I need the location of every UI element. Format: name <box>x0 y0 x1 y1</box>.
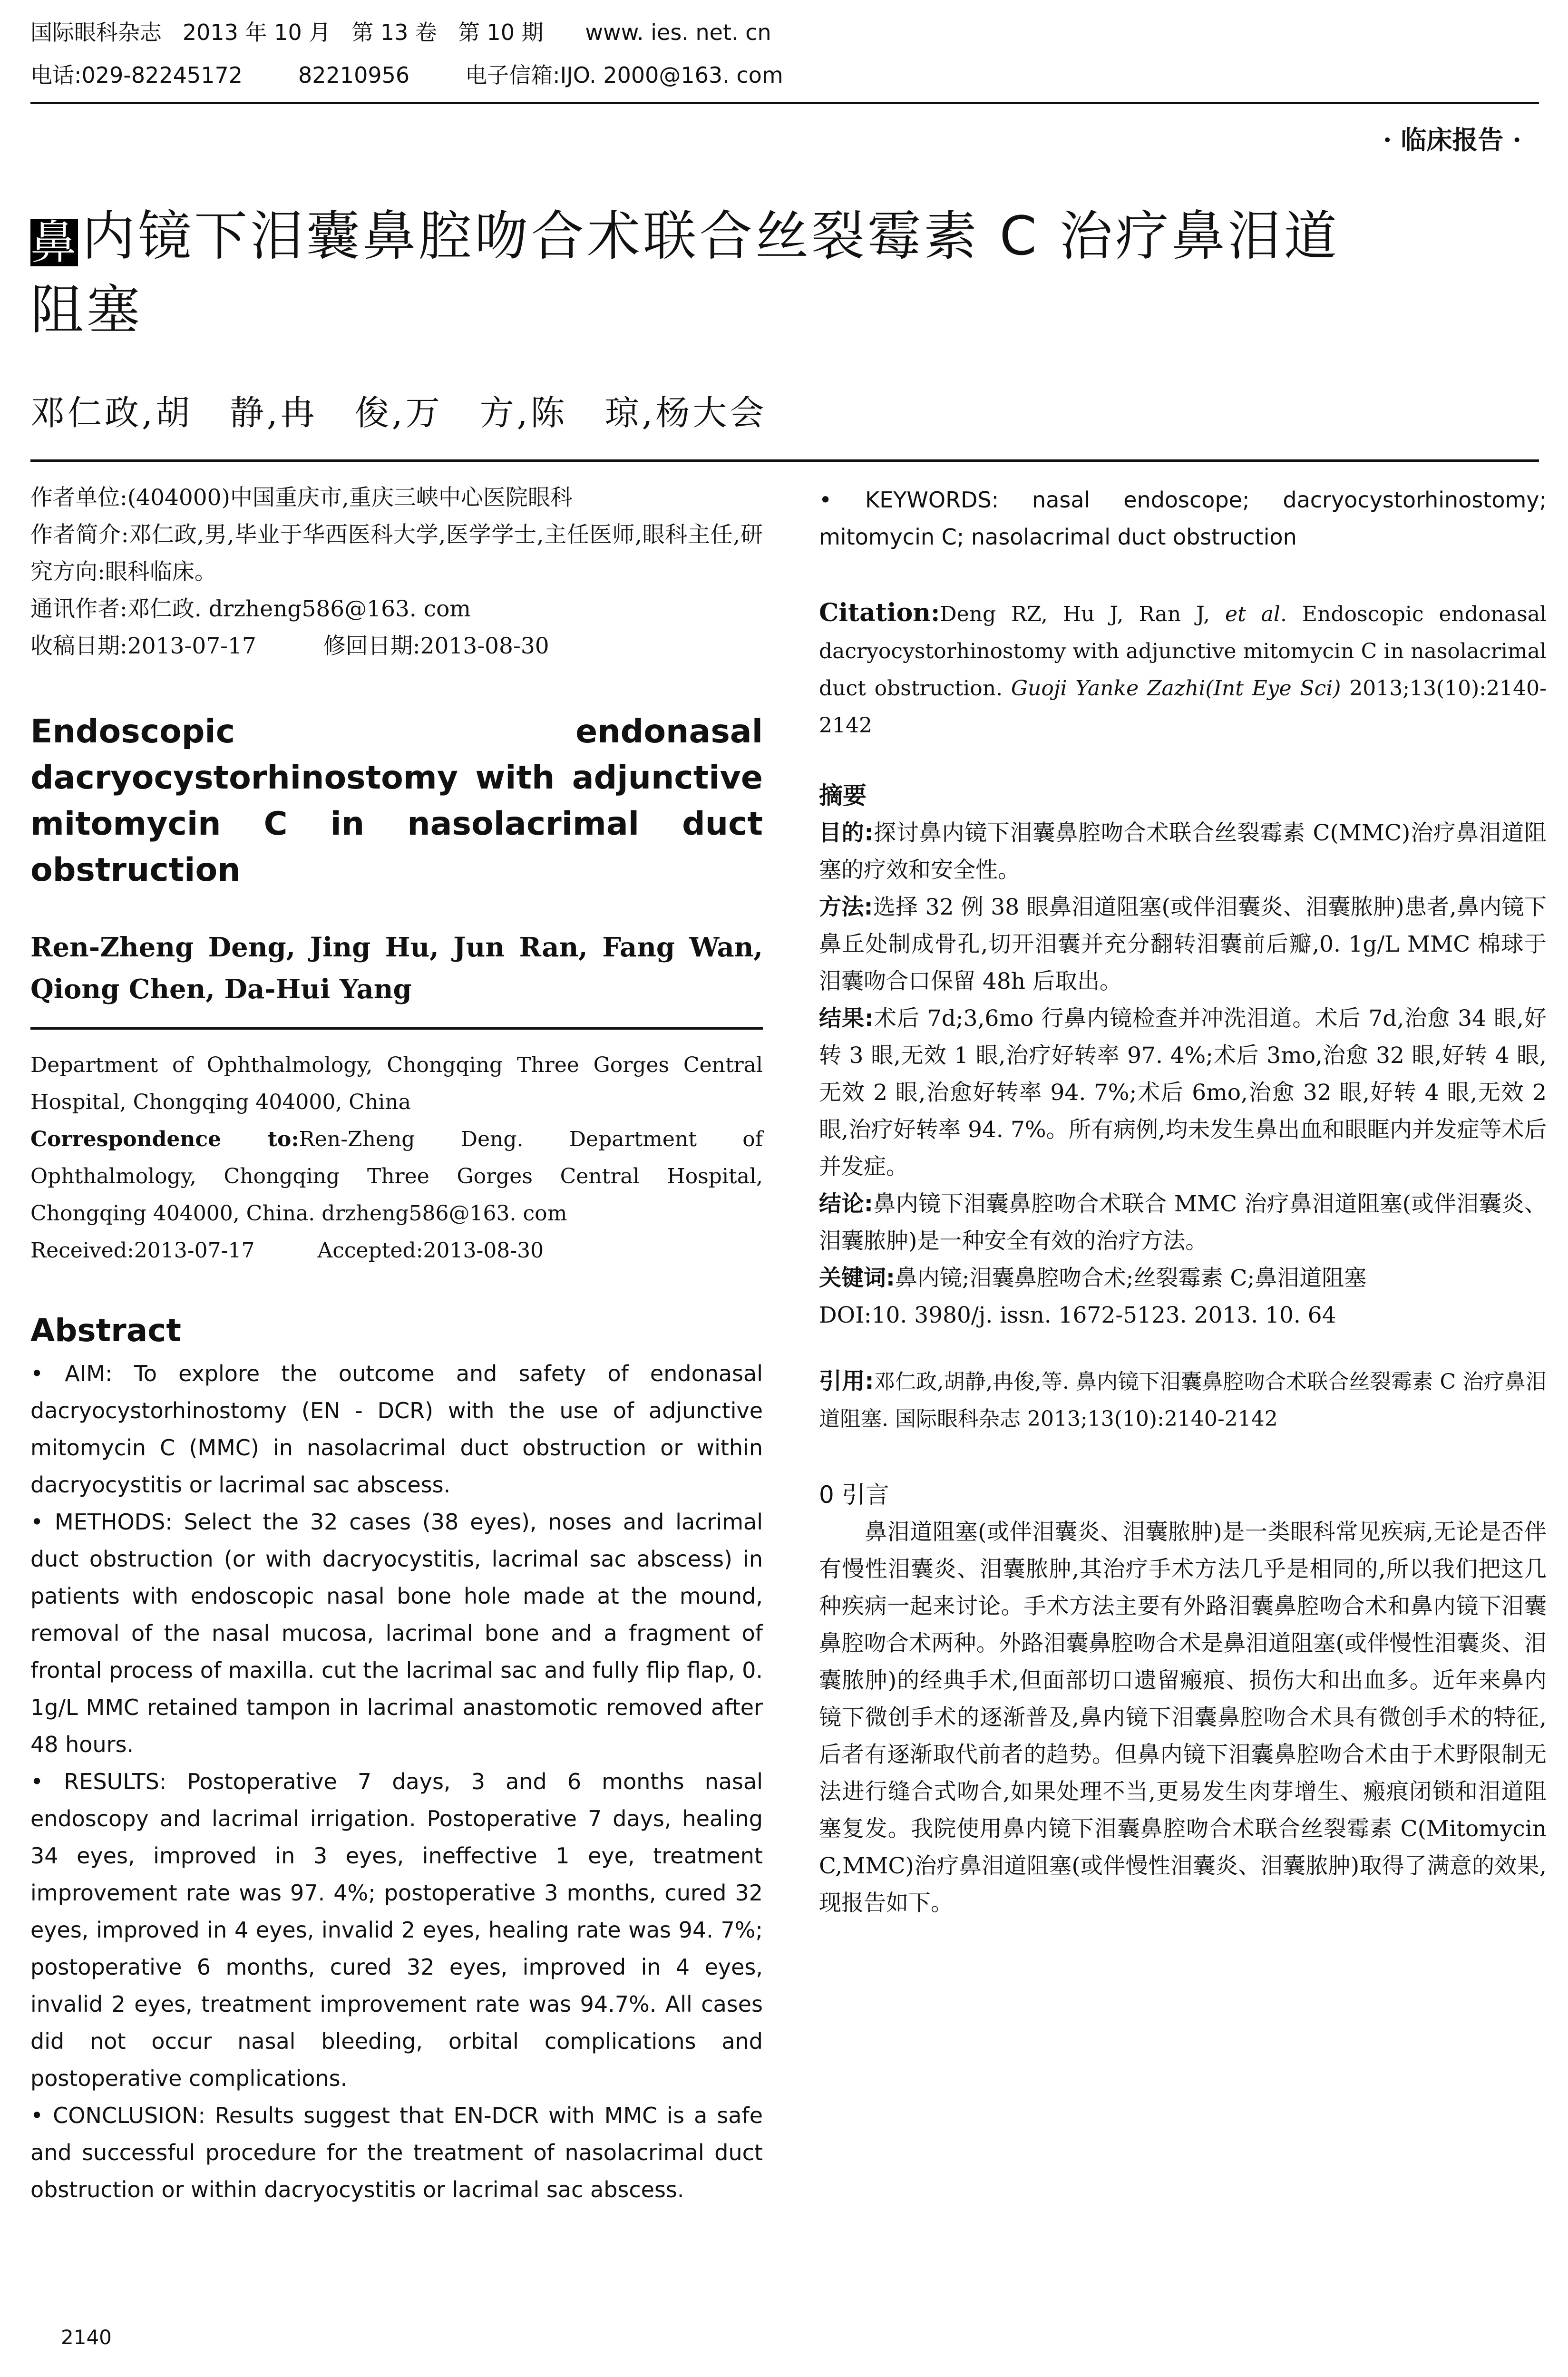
title-initial-mark: 鼻 <box>30 216 79 269</box>
citation-etal: et al <box>1225 602 1280 626</box>
affiliation-rule <box>30 1027 763 1030</box>
english-title: Endoscopic endonasal dacryocystorhinostomy with adjunctive mitomycin C in nasolacrimal duct obstruction <box>30 713 763 889</box>
abstract-results: • RESULTS: Postoperative 7 days, 3 and 6 months nasal endoscopy and lacrimal irrigation. Postoperative 7 days, healing 34 eyes, improved in 3 eyes, ineffective 1 eye, treatment improvement rate was 97. 4%; postoperative 3 months, cured 32 eyes, improved in 4 eyes, invalid 2 eyes, healing rate was 94. 7%; postoperative 6 months, cured 32 eyes, improved in 4 eyes, invalid 2 eyes, treatment improvement rate was 94.7%. All cases did not occur nasal bleeding, orbital complications and postoperative complications. <box>30 1769 763 2091</box>
citation-journal: Guoji Yanke Zazhi(Int Eye Sci) <box>1011 676 1341 701</box>
journal-header-line1: 国际眼科杂志 2013 年 10 月 第 13 卷 第 10 期 www. ies. net. cn <box>30 19 771 45</box>
citation-text-c: 2013;13(10):2140-2142 <box>819 676 1547 738</box>
title-line1: 内镜下泪囊鼻腔吻合术联合丝裂霉素 C 治疗鼻泪道 <box>82 205 1340 267</box>
correspondence <box>30 1121 763 1232</box>
citation-text-b: . Endoscopic endonasal dacryocystorhinostomy with adjunctive mitomycin C in nasolacrimal duct obstruction. <box>819 602 1547 701</box>
zh-aim-text: 探讨鼻内镜下泪囊鼻腔吻合术联合丝裂霉素 C(MMC)治疗鼻泪道阻塞的疗效和安全性。 <box>819 820 1547 883</box>
title-line2: 阻塞 <box>30 279 143 341</box>
correspondence-text: Ren-Zheng Deng. Department of Ophthalmology, Chongqing Three Gorges Central Hospital, Chongqing 404000, China. drzheng586@163. com <box>30 1127 763 1226</box>
zh-methods-label: 方法: <box>819 894 873 920</box>
zh-conclusion-label: 结论: <box>819 1191 873 1217</box>
english-authors: Ren-Zheng Deng, Jing Hu, Jun Ran, Fang Wan, Qiong Chen, Da-Hui Yang <box>30 932 763 1005</box>
right-column <box>819 481 1547 1922</box>
zh-keywords <box>819 1260 1547 1297</box>
author-info <box>30 479 763 665</box>
zh-keywords-text: 鼻内镜;泪囊鼻腔吻合术;丝裂霉素 C;鼻泪道阻塞 <box>895 1265 1367 1291</box>
correspondence-label: Correspondence to: <box>30 1127 299 1151</box>
abstract-body <box>30 1355 763 2208</box>
affiliation <box>30 1047 763 1269</box>
corresponding-author: 通讯作者:邓仁政. drzheng586@163. com <box>30 596 471 622</box>
received-dates-cn: 收稿日期:2013-07-17 修回日期:2013-08-30 <box>30 633 549 659</box>
zh-results-label: 结果: <box>819 1005 874 1032</box>
left-column <box>30 479 763 2208</box>
zh-methods <box>819 889 1547 1000</box>
zh-results <box>819 1000 1547 1186</box>
abstract-aim: • AIM: To explore the outcome and safety of endonasal dacryocystorhinostomy (EN - DCR) with the use of adjunctive mitomycin C (MMC) in nasolacrimal duct obstruction or within dacryocystitis or lacrimal sac abscess. <box>30 1361 763 1498</box>
zh-aim-label: 目的: <box>819 820 874 846</box>
authors-cn: 邓仁政,胡 静,冉 俊,万 方,陈 琼,杨大会 <box>30 393 767 433</box>
zh-conclusion-text: 鼻内镜下泪囊鼻腔吻合术联合 MMC 治疗鼻泪道阻塞(或伴泪囊炎、泪囊脓肿)是一种安全有效的治疗方法。 <box>819 1191 1547 1254</box>
intro-heading: 0 引言 <box>819 1481 889 1509</box>
zh-abstract-heading: 摘要 <box>819 782 867 809</box>
author-unit: 作者单位:(404000)中国重庆市,重庆三峡中心医院眼科 <box>30 485 573 511</box>
affiliation-dept: Department of Ophthalmology, Chongqing Three Gorges Central Hospital, Chongqing 404000, China <box>30 1053 763 1114</box>
citation-cn <box>819 1363 1547 1438</box>
citation-en <box>819 594 1547 744</box>
intro-body: 鼻泪道阻塞(或伴泪囊炎、泪囊脓肿)是一类眼科常见疾病,无论是否伴有慢性泪囊炎、泪囊脓肿,其治疗手术方法几乎是相同的,所以我们把这几种疾病一起来讨论。手术方法主要有外路泪囊鼻腔吻合术和鼻内镜下泪囊鼻腔吻合术两种。外路泪囊鼻腔吻合术是鼻泪道阻塞(或伴慢性泪囊炎、泪囊脓肿)的经典手术,但面部切口遗留瘢痕、损伤大和出血多。近年来鼻内镜下微创手术的逐渐普及,鼻内镜下泪囊鼻腔吻合术具有微创手术的特征,后者有逐渐取代前者的趋势。但鼻内镜下泪囊鼻腔吻合术由于术野限制无法进行缝合式吻合,如果处理不当,更易发生肉芽增生、瘢痕闭锁和泪道阻塞复发。我院使用鼻内镜下泪囊鼻腔吻合术联合丝裂霉素 C(Mitomycin C,MMC)治疗鼻泪道阻塞(或伴慢性泪囊炎、泪囊脓肿)取得了满意的效果,现报告如下。 <box>819 1519 1547 1916</box>
zh-conclusion <box>819 1186 1547 1260</box>
citation-cn-label: 引用: <box>819 1368 874 1394</box>
header-rule <box>30 102 1539 104</box>
zh-keywords-label: 关键词: <box>819 1265 895 1291</box>
article-title <box>30 200 1552 347</box>
doi: DOI:10. 3980/j. issn. 1672-5123. 2013. 10. 64 <box>819 1302 1336 1328</box>
zh-aim <box>819 815 1547 889</box>
citation-label: Citation: <box>819 598 940 627</box>
abstract-methods: • METHODS: Select the 32 cases (38 eyes), noses and lacrimal duct obstruction (or with dacryocystitis, lacrimal sac abscess) in patients with endoscopic nasal bone hole made at the mound, removal of the nasal mucosa, lacrimal bone and a fragment of frontal process of maxilla. cut the lacrimal sac and fully flip flap, 0. 1g/L MMC retained tampon in lacrimal anastomotic removed after 48 hours. <box>30 1509 763 1757</box>
received-accepted: Received:2013-07-17 Accepted:2013-08-30 <box>30 1238 544 1263</box>
zh-methods-text: 选择 32 例 38 眼鼻泪道阻塞(或伴泪囊炎、泪囊脓肿)患者,鼻内镜下鼻丘处制成骨孔,切开泪囊并充分翻转泪囊前后瓣,0. 1g/L MMC 棉球于泪囊吻合口保留 48h 后取出。 <box>819 894 1547 994</box>
journal-header-line2: 电话:029-82245172 82210956 电子信箱:IJO. 2000@163. com <box>30 62 783 88</box>
section-label: · 临床报告 · <box>1383 125 1521 155</box>
abstract-conclusion: • CONCLUSION: Results suggest that EN-DCR with MMC is a safe and successful procedure for the treatment of nasolacrimal duct obstruction or within dacryocystitis or lacrimal sac abscess. <box>30 2103 763 2202</box>
author-bio: 作者简介:邓仁政,男,毕业于华西医科大学,医学学士,主任医师,眼科主任,研究方向:眼科临床。 <box>30 522 763 585</box>
citation-cn-text: 邓仁政,胡静,冉俊,等. 鼻内镜下泪囊鼻腔吻合术联合丝裂霉素 C 治疗鼻泪道阻塞. 国际眼科杂志 2013;13(10):2140-2142 <box>819 1370 1547 1431</box>
authors-rule <box>30 459 1539 462</box>
citation-text-a: Deng RZ, Hu J, Ran J, <box>940 602 1226 626</box>
keywords-en: • KEYWORDS: nasal endoscope; dacryocystorhinostomy; mitomycin C; nasolacrimal duct obstruction <box>819 487 1547 550</box>
zh-results-text: 术后 7d;3,6mo 行鼻内镜检查并冲洗泪道。术后 7d,治愈 34 眼,好转 3 眼,无效 1 眼,治疗好转率 97. 4%;术后 3mo,治愈 32 眼,好转 4 眼,无效 2 眼,治愈好转率 94. 7%;术后 6mo,治愈 32 眼,好转 4 眼,无效 2 眼,治疗好转率 94. 7%。所有病例,均未发生鼻出血和眼眶内并发症等术后并发症。 <box>819 1005 1547 1180</box>
page-number: 2140 <box>61 2326 112 2349</box>
zh-abstract-body <box>819 815 1547 1334</box>
abstract-heading: Abstract <box>30 1312 181 1349</box>
